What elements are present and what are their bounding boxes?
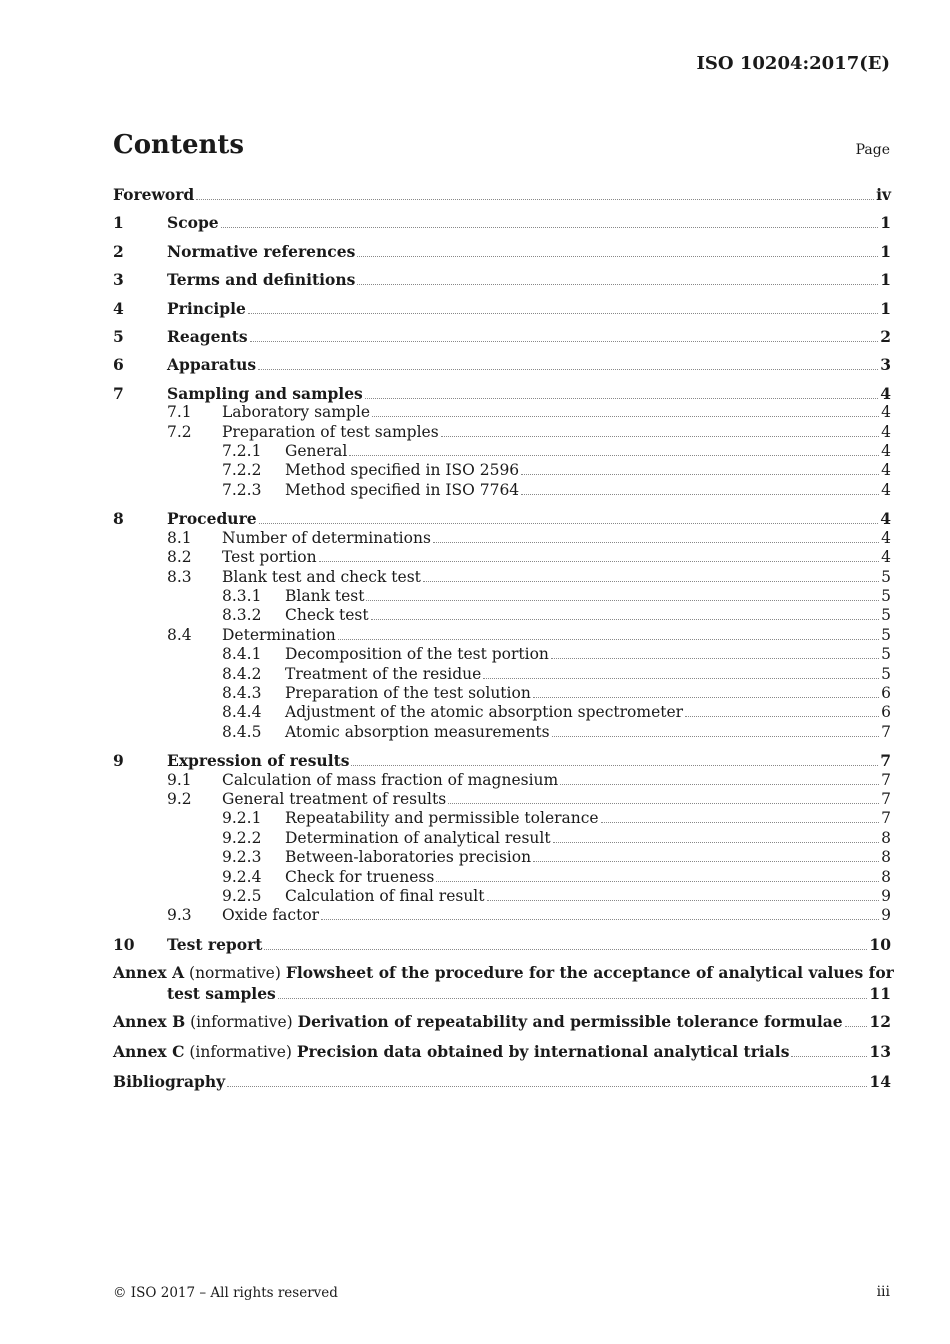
toc-entry-title: Terms and definitions [167,270,356,290]
toc-entry-number: 8.4 [167,625,192,644]
dot-leader [357,283,878,285]
toc-entry-title: Scope [167,213,219,233]
toc-entry-number: 9.3 [167,906,192,925]
footer-page-number: iii [876,1284,890,1300]
annex-a-type: (normative) [189,964,281,983]
dot-leader [371,618,880,620]
toc-entry-title: Foreword [113,185,195,204]
dot-leader [423,580,879,582]
annex-b-type: (informative) [190,1013,293,1032]
toc-entry-number: 9.2.3 [222,848,262,867]
dot-leader [483,677,879,679]
toc-entry-page: 4 [881,528,891,547]
toc-entry-title: Method specified in ISO 7764 [285,480,520,499]
toc-bibliography[interactable] [113,1072,891,1092]
toc-entry-number: 7.1 [167,403,192,422]
toc-entry-number: 4 [113,298,124,318]
dot-leader [366,599,879,601]
toc-entry-title: Blank test and check test [222,567,421,586]
toc-entry-number: 8.1 [167,528,192,547]
toc-entry-number: 8.4.3 [222,683,262,702]
toc-entry-number: 7.2.3 [222,480,262,499]
toc-entry-title: Normative references [167,241,356,261]
toc-entry-number: 9.2.4 [222,867,262,886]
dot-leader [372,415,879,417]
toc-entry-title: Determination [222,625,336,644]
toc-entry[interactable] [113,606,891,625]
toc-entry[interactable] [113,887,891,906]
toc-entry[interactable] [113,906,891,925]
toc-entry[interactable] [113,790,891,809]
copyright-notice: © ISO 2017 – All rights reserved [113,1285,338,1301]
toc-entry-number: 9.1 [167,770,192,789]
toc-entry-number: 8.3.2 [222,606,262,625]
toc-entry[interactable] [113,242,891,261]
toc-entry-page: 5 [881,625,891,644]
dot-leader [250,340,879,342]
toc-entry-title: Adjustment of the atomic absorption spectrometer [285,703,684,722]
toc-entry[interactable] [113,509,891,528]
dot-leader [319,560,880,562]
dot-leader [560,783,879,785]
toc-entry-number: 7.2.2 [222,461,262,480]
toc-entry[interactable] [113,185,891,204]
toc-entry-number: 3 [113,270,124,290]
toc-entry[interactable] [113,423,891,442]
toc-entry-title: Calculation of final result [285,887,485,905]
annex-a-label: Annex A [113,963,185,983]
toc-entry-title: Check test [285,606,369,625]
toc-entry-title: Repeatability and permissible tolerance [285,809,599,828]
bibliography-title: Bibliography [113,1071,226,1091]
toc-entry-title: Procedure [167,509,257,529]
toc-entry-page: 4 [881,403,891,422]
toc-entry[interactable] [113,771,891,790]
toc-entry-page: 7 [881,809,891,828]
table-of-contents [113,185,894,1091]
dot-leader [349,454,879,456]
toc-entry[interactable] [113,587,891,606]
annex-b-page: 12 [869,1012,891,1032]
toc-entry-page: 1 [880,213,891,233]
toc-entry-page: iv [876,185,891,204]
dot-leader [553,841,880,843]
toc-entry-page: 5 [881,664,891,683]
toc-entry-page: 9 [881,906,891,925]
toc-entry-number: 9.2.2 [222,828,262,847]
toc-entry[interactable] [113,548,891,567]
dot-leader [685,715,879,717]
toc-entry-page: 2 [880,327,891,347]
toc-entry-number: 6 [113,355,124,375]
toc-entry-title: Laboratory sample [222,403,371,422]
toc-entry[interactable] [113,384,891,403]
dot-leader [221,226,879,228]
toc-entry[interactable] [113,442,891,461]
toc-entry[interactable] [113,403,891,422]
toc-entry[interactable] [113,626,891,645]
toc-entry-page: 9 [881,887,891,905]
dot-leader [521,493,879,495]
toc-entry[interactable] [113,213,891,232]
toc-entry-page: 7 [880,751,891,771]
toc-entry[interactable] [113,703,891,722]
toc-entry-page: 6 [881,683,891,702]
toc-entry-title: Method specified in ISO 2596 [285,461,520,480]
toc-entry[interactable] [113,355,891,374]
dot-leader [791,1055,867,1057]
toc-entry-title: Test portion [222,548,317,567]
dot-leader [436,880,879,882]
bibliography-page: 14 [869,1071,891,1091]
toc-entry-title: Atomic absorption measurements [285,722,550,741]
dot-leader [321,918,879,920]
toc-entry-page: 4 [881,442,891,461]
toc-entry-page: 5 [881,606,891,625]
toc-entry-page: 5 [881,645,891,664]
dot-leader [357,255,878,257]
toc-entry-number: 8.4.4 [222,703,262,722]
toc-entry-number: 8.3.1 [222,586,262,605]
toc-entry[interactable] [113,935,891,954]
toc-entry-title: Oxide factor [222,906,320,925]
toc-entry-page: 7 [881,722,891,741]
toc-entry[interactable] [113,529,891,548]
toc-entry-number: 9.2.1 [222,809,262,828]
dot-leader [258,368,878,370]
toc-entry[interactable] [113,461,891,480]
dot-leader [248,312,878,314]
toc-entry-page: 4 [881,480,891,499]
toc-annex-c[interactable] [113,1042,891,1063]
toc-entry[interactable] [113,270,891,289]
toc-entry-page: 4 [881,548,891,567]
page-column-label: Page [855,142,890,158]
dot-leader [551,657,879,659]
toc-entry-title: Between-laboratories precision [285,848,532,867]
toc-entry-title: General [285,442,348,461]
toc-entry-page: 4 [880,383,891,403]
toc-entry-title: Blank test [285,586,365,605]
toc-entry-number: 5 [113,327,124,347]
dot-leader [264,948,867,950]
toc-entry-title: Determination of analytical result [285,828,551,847]
toc-entry[interactable] [113,723,891,742]
toc-entry[interactable] [113,299,891,318]
toc-annex-a[interactable] [113,963,894,1003]
toc-entry-number: 9.2 [167,789,192,808]
toc-entry-number: 10 [113,934,135,954]
toc-entry[interactable] [113,684,891,703]
dot-leader [487,899,880,901]
toc-annex-b[interactable] [113,1012,891,1033]
annex-a-page: 11 [869,983,891,1003]
toc-entry-number: 1 [113,213,124,233]
toc-entry-page: 1 [880,270,891,290]
toc-entry[interactable] [113,868,891,887]
toc-entry-number: 7.2 [167,422,192,441]
toc-entry-number: 7.2.1 [222,442,262,461]
toc-entry[interactable] [113,568,891,587]
toc-entry-title: Test report [167,934,263,954]
dot-leader [441,435,879,437]
dot-leader [365,397,878,399]
toc-entry-title: Sampling and samples [167,383,363,403]
toc-entry[interactable] [113,645,891,664]
toc-entry-page: 8 [881,828,891,847]
toc-entry-number: 2 [113,241,124,261]
toc-entry-title: Expression of results [167,751,350,771]
toc-entry-page: 8 [881,867,891,886]
toc-entry-number: 8.2 [167,548,192,567]
annex-a-title-line1: Flowsheet of the procedure for the acceptance of analytical values for [285,963,894,983]
toc-entry-title: Preparation of test samples [222,422,439,441]
dot-leader [227,1085,867,1087]
annex-c-page: 13 [869,1042,891,1061]
toc-entry-number: 9 [113,751,124,771]
toc-entry-number: 8.4.5 [222,722,262,741]
toc-entry[interactable] [113,809,891,828]
dot-leader [278,997,868,999]
page-title: Contents [113,130,245,160]
dot-leader [533,860,879,862]
toc-entry[interactable] [113,665,891,684]
toc-entry-title: Decomposition of the test portion [285,645,549,664]
toc-entries [113,185,891,954]
toc-entry-page: 1 [880,298,891,318]
toc-entry-page: 7 [881,770,891,789]
toc-entry-title: Check for trueness [285,867,435,886]
toc-entry-title: Principle [167,298,246,318]
dot-leader [259,522,879,524]
toc-entry-title: Apparatus [167,355,257,375]
toc-entry-page: 3 [880,355,891,375]
toc-entry[interactable] [113,481,891,500]
toc-entry-number: 8.3 [167,567,192,586]
annex-c-title: Precision data obtained by international analytical trials [296,1042,790,1061]
annex-a-title-line2: test samples [167,983,276,1003]
toc-entry-page: 1 [880,241,891,261]
dot-leader [351,764,878,766]
annex-c-type: (informative) [189,1043,292,1061]
toc-entry-title: Number of determinations [222,528,431,547]
annex-c-label: Annex C [113,1042,185,1061]
dot-leader [845,1025,868,1027]
dot-leader [533,696,879,698]
toc-entry-title: Treatment of the residue [285,664,482,683]
toc-entry[interactable] [113,751,891,770]
dot-leader [521,473,879,475]
toc-entry-number: 9.2.5 [222,887,262,905]
toc-entry-page: 5 [881,567,891,586]
toc-entry-title: Preparation of the test solution [285,683,531,702]
toc-entry-page: 10 [869,934,891,954]
toc-entry-page: 8 [881,848,891,867]
toc-entry-title: Reagents [167,327,248,347]
toc-entry-number: 8.4.2 [222,664,262,683]
dot-leader [552,735,880,737]
dot-leader [601,821,880,823]
annex-b-title: Derivation of repeatability and permissible tolerance formulae [297,1012,843,1032]
dot-leader [338,638,879,640]
document-id: ISO 10204:2017(E) [696,53,890,74]
dot-leader [196,198,874,200]
toc-entry-title: Calculation of mass fraction of magnesium [222,770,559,789]
toc-entry-page: 6 [881,703,891,722]
annex-b-label: Annex B [113,1012,186,1032]
dot-leader [433,541,879,543]
toc-entry-page: 4 [881,461,891,480]
toc-entry-number: 8 [113,509,124,529]
toc-entry-page: 5 [881,586,891,605]
toc-entry[interactable] [113,848,891,867]
toc-entry-page: 7 [881,789,891,808]
dot-leader [448,802,879,804]
toc-entry-number: 7 [113,383,124,403]
toc-entry[interactable] [113,327,891,346]
toc-entry-page: 4 [881,422,891,441]
toc-entry-number: 8.4.1 [222,645,262,664]
toc-entry-page: 4 [880,509,891,529]
toc-entry[interactable] [113,829,891,848]
toc-entry-title: General treatment of results [222,789,447,808]
